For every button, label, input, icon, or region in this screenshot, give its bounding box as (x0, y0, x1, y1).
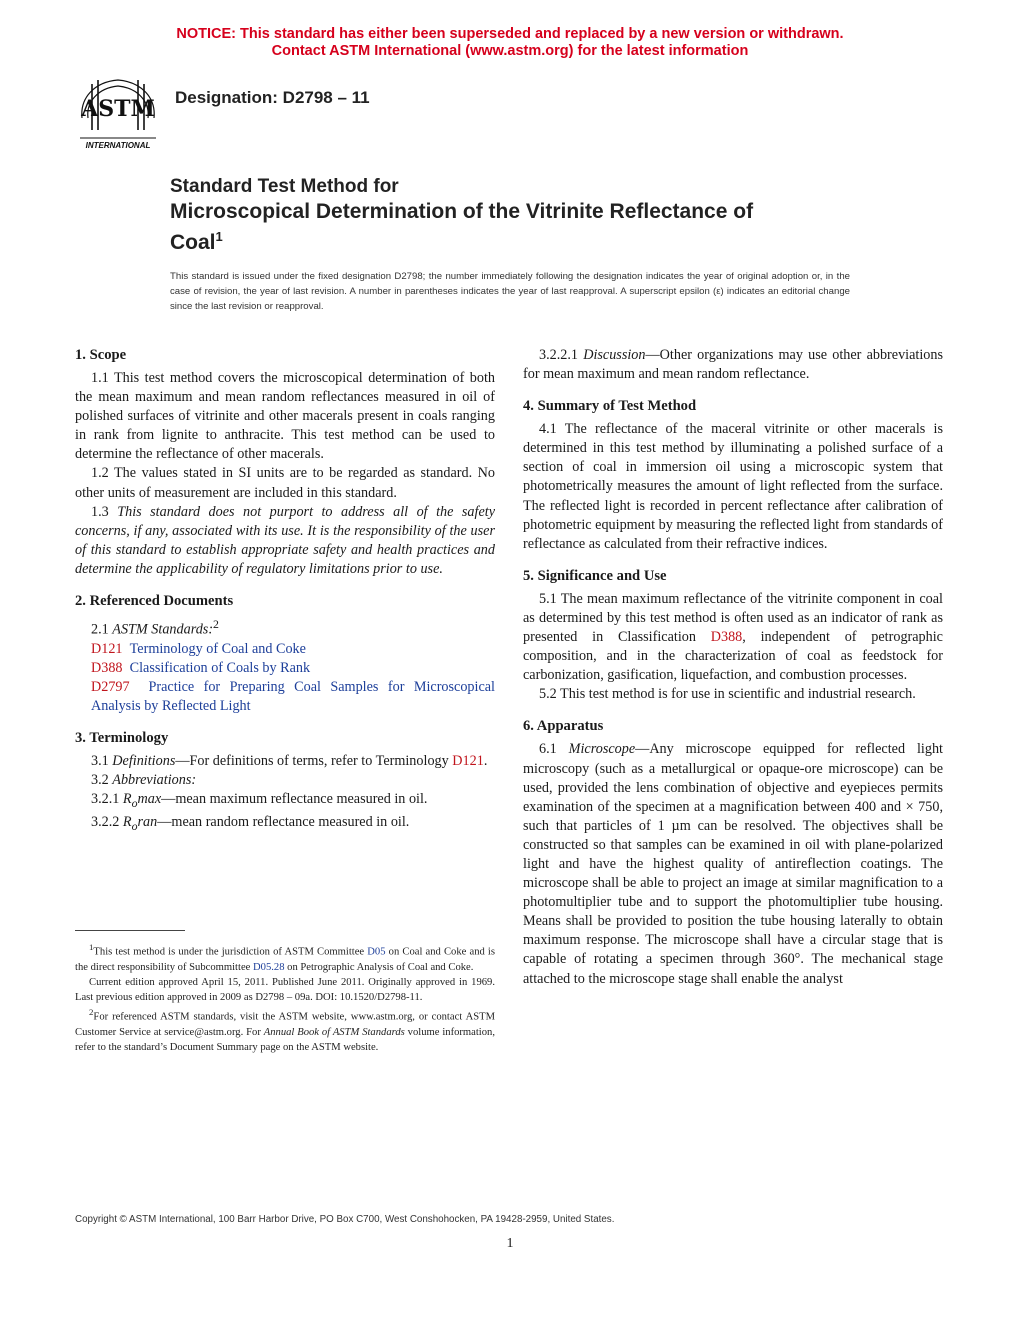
paragraph-number: 6.1 (539, 741, 569, 758)
paragraph-number: 3.2.2.1 (539, 347, 584, 363)
term-subscript: o (131, 796, 138, 811)
paragraph (75, 813, 495, 836)
section-1 (75, 346, 495, 579)
paragraph: 4.1 The reflectance of the maceral vitrinite or other macerals is determined in this test method by illuminating a polished surface of a section of coal in immersion oil using a microscopic system that photometrically measures the amount of light reflected from the surface. The reflected light is recorded in percent reflectance after calibration of photometric equipment by measuring the reflected light from standards of reflectance as calculated from their refractive indices. (523, 421, 943, 552)
title-line-1: Standard Test Method for (170, 176, 399, 197)
paragraph-text: 5.1 The mean maximum reflectance of the vitrinite component in coal as determined by this test method is often used as an indicator of rank as presented in Classification (523, 590, 943, 646)
footnote-2 (75, 1005, 495, 1055)
copyright: Copyright © ASTM International, 100 Barr Harbor Drive, PO Box C700, West Conshohocken, PA 19428-2959, United States. (75, 1214, 615, 1225)
term: R (122, 791, 132, 808)
reference-title-link[interactable]: Classification of Coals by Rank (129, 659, 311, 676)
paragraph: 1.1 This test method covers the microscopical determination of both the mean maximum and mean random reflectances measured in oil of polished surfaces of vitrinite and other macerals present in coals ranging in rank from lignite to anthracite. This test method can be used to determine the reflectance of other macerals. (75, 370, 495, 463)
paragraph-number: 2.1 (91, 621, 113, 638)
definition-text: —Other organizations may use other abbreviations for mean maximum and mean random reflectance. (523, 347, 943, 383)
paragraph (523, 590, 943, 685)
d388-link[interactable]: D388 (710, 629, 743, 646)
reference-title-link[interactable]: Terminology of Coal and Coke (129, 640, 306, 657)
paragraph: 5.2 This test method is for use in scientific and industrial research. (539, 686, 916, 703)
paragraph (75, 771, 495, 790)
paragraph-text: —Any microscope equipped for reflected light microscopy (such as a metallurgical or opaque-ore microscope) can be used, provided the lens combination of objective and eyepieces permits examination of the specimen at a magnification between 400 and × 750, such that particles of 1 µm can be resolved. The objectives shall be constructed so that samples can be examined in oil with plane-polarized light and have the highest quality of antireflection coatings. The microscope shall be able to project an image at similar magnification to a photomultiplier tube and to support the photomultiplier tube housing. Means shall be provided to position the tube housing laterally to obtain maximum response. The microscope shall have a circular stage that is capable of rotating a specimen through 360°. The mechanical stage attached to the microscope stage shall enable the analyst (523, 741, 943, 987)
title-line-3 (170, 224, 890, 255)
subcommittee-link[interactable]: D05.28 (253, 961, 285, 973)
notice-line-1: NOTICE: This standard has either been superseded and replaced by a new version or withdrawn. (176, 26, 844, 42)
subheading: ASTM Standards: (112, 621, 214, 638)
term: R (122, 814, 132, 831)
footnote-marker: 2 (89, 1007, 94, 1018)
footnote-divider (75, 930, 185, 931)
notice-line-2: Contact ASTM International (www.astm.org) for the latest information (271, 43, 749, 59)
paragraph-number: 3.2.2 (91, 814, 123, 831)
safety-caveat: This standard does not purport to address all of the safety concerns, if any, associated with its use. It is the responsibility of the user of this standard to establish appropriate safety and health practices and determine the applicability of regulatory limitations prior to use. (75, 503, 495, 577)
footnote-text: For referenced ASTM standards, visit the ASTM website, www.astm.org, or contact ASTM Customer Service at service@astm.org. For (75, 1011, 495, 1039)
footnotes (75, 940, 495, 1055)
paragraph-number: 3.1 (91, 753, 113, 770)
section-5 (523, 567, 943, 705)
definition-text: —mean maximum reflectance measured in oil. (161, 791, 428, 808)
footnote-text: This test method is under the jurisdiction of ASTM Committee (93, 946, 368, 958)
section-2 (75, 592, 495, 716)
issuance-statement: This standard is issued under the fixed designation D2798; the number immediately following the designation indicates the year of original adoption or, in the case of revision, the year of last revision. A number in parentheses indicates the year of last reapproval. A superscript epsilon (ε) indicates an editorial change since the last revision or reapproval. (170, 271, 850, 312)
paragraph (523, 740, 943, 988)
logo-subtext: INTERNATIONAL (85, 141, 151, 150)
section-4 (523, 397, 943, 554)
definition-text: —mean random reflectance measured in oil. (157, 814, 410, 831)
footnote-text: on Petrographic Analysis of Coal and Coke. (284, 961, 474, 973)
definition-text: —For definitions of terms, refer to Terminology (175, 753, 453, 770)
astm-logo (74, 74, 162, 154)
term: ran (137, 814, 158, 831)
section-heading: 4. Summary of Test Method (523, 398, 697, 415)
term: Microscope (568, 741, 636, 758)
term: Definitions (112, 753, 176, 770)
astm-logo-graphic (74, 74, 162, 154)
reference-code-link[interactable]: D388 (91, 659, 123, 676)
footnote-marker: 1 (89, 942, 94, 952)
paragraph-number: 3.2.1 (91, 791, 123, 808)
d121-link[interactable]: D121 (452, 753, 484, 770)
reference-item[interactable] (91, 640, 495, 659)
committee-link[interactable]: D05 (367, 946, 386, 958)
term: Discussion (583, 347, 646, 363)
designation: Designation: D2798 – 11 (175, 88, 370, 107)
footnote-1 (75, 940, 495, 975)
paragraph (75, 615, 495, 640)
section-heading: 2. Referenced Documents (75, 593, 234, 610)
title-footnote-ref: 1 (215, 229, 223, 244)
reference-item[interactable] (91, 678, 495, 716)
footnote-italic: Annual Book of ASTM Standards (263, 1027, 405, 1039)
term: max (137, 791, 162, 808)
paragraph-number: 1.3 (91, 503, 118, 520)
footnote-ref: 2 (213, 617, 219, 632)
term: Abbreviations: (112, 772, 197, 789)
paragraph-text: , independent of petrographic composition, and in the characterization of coal as feedstock for carbonization, gasification, liquefaction, and combustion processes. (523, 629, 943, 684)
reference-code-link[interactable]: D121 (91, 640, 123, 657)
right-column (523, 346, 943, 1002)
footnote-text: on Coal and Coke and is the direct responsibility of Subcommittee (75, 946, 495, 973)
paragraph (523, 346, 943, 384)
page-number: 1 (506, 1236, 514, 1251)
left-column (75, 346, 495, 849)
paragraph (75, 503, 495, 579)
paragraph (75, 790, 495, 813)
reference-item[interactable] (91, 659, 495, 678)
term-subscript: o (131, 819, 138, 834)
reference-code-link[interactable]: D2797 (91, 679, 130, 696)
section-6 (523, 717, 943, 988)
section-heading: 1. Scope (75, 347, 127, 363)
paragraph: 1.2 The values stated in SI units are to be regarded as standard. No other units of measurement are included in this standard. (75, 465, 495, 501)
punctuation: . (483, 753, 488, 770)
title-line-2: Microscopical Determination of the Vitrinite Reflectance of (170, 200, 754, 223)
title-line-3-text: Coal (170, 231, 216, 254)
section-heading: 3. Terminology (75, 730, 169, 747)
footnote-text: volume information, refer to the standard’s Document Summary page on the ASTM website. (75, 1027, 495, 1054)
section-3 (75, 729, 495, 836)
section-heading: 5. Significance and Use (523, 567, 667, 584)
section-3-continued (523, 346, 943, 384)
section-heading: 6. Apparatus (523, 718, 604, 735)
reference-title-link[interactable]: Practice for Preparing Coal Samples for Microscopical Analysis by Reflected Light (91, 679, 495, 715)
logo-letters: ASTM (81, 96, 155, 122)
withdrawal-notice (0, 26, 1020, 60)
footnote-1-edition: Current edition approved April 15, 2011. Published June 2011. Originally approved in 1969. Last previous edition approved in 2009 as D2798 – 09a. DOI: 10.1520/D2798-11. (75, 976, 495, 1004)
document-title (170, 175, 890, 255)
paragraph (75, 752, 495, 771)
paragraph-number: 3.2 (91, 772, 113, 789)
